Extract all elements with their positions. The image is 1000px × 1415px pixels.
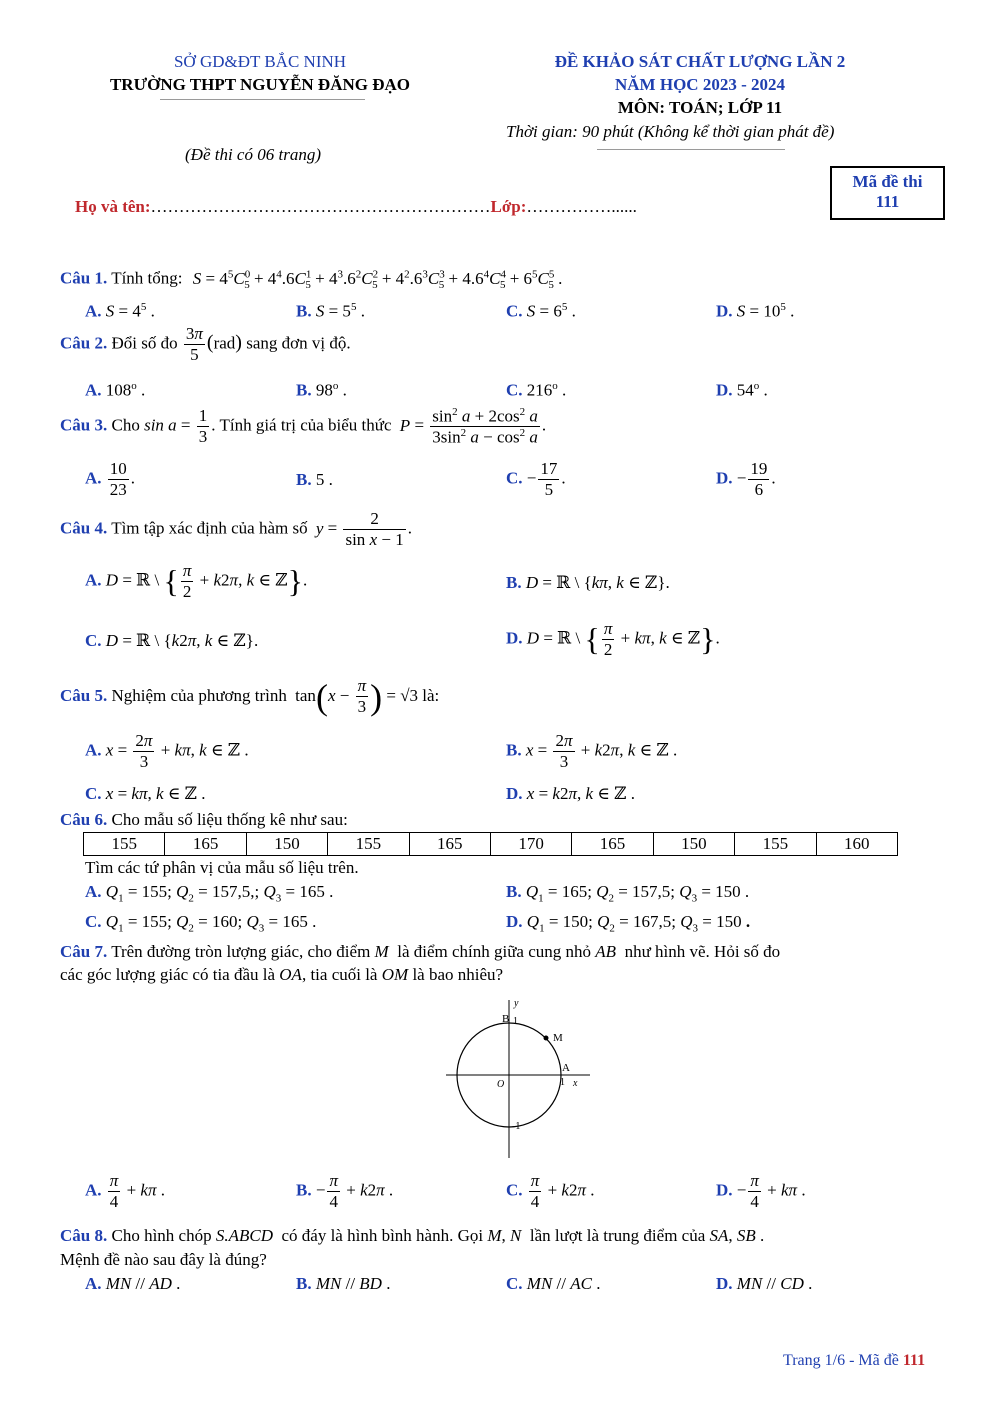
question-2-option-b[interactable]: B. 98$^o$ . (296, 380, 347, 400)
question-5-label: Câu 5. (60, 685, 108, 705)
question-2-option-a[interactable]: A. 108$^o$ . (85, 380, 146, 400)
question-8-line-2: Mệnh đề nào sau đây là đúng? (60, 1250, 267, 1269)
question-7: Câu 7. Trên đường tròn lượng giác, cho điểm M là điểm chính giữa cung nhỏ AB như hình vẽ. Hỏi số đo (60, 942, 781, 961)
question-3-option-d[interactable]: D. − $\frac{19}{6}$ . (716, 459, 776, 499)
table-cell: 165 (409, 833, 490, 856)
time-underline (597, 149, 785, 150)
label-x: x (573, 1078, 578, 1089)
table-cell: 170 (490, 833, 571, 856)
table-cell: 155 (328, 833, 409, 856)
exam-code-value: 111 (875, 192, 900, 211)
question-6: Câu 6. Cho mẫu số liệu thống kê như sau: (60, 810, 348, 829)
question-1-label: Câu 1. (60, 268, 108, 288)
question-2: Câu 2. Đổi số đo $\frac{3\pi}{5}$ (rad) sang đơn vị độ. (60, 324, 351, 364)
question-8-option-a[interactable]: A. MN // AD . (85, 1274, 181, 1293)
question-3-label: Câu 3. (60, 415, 108, 435)
question-3-option-b[interactable]: B. 5 . (296, 470, 333, 489)
table-cell: 165 (572, 833, 653, 856)
question-4-option-b[interactable]: B. D = ℝ \ {kπ, k ∈ ℤ}. (506, 573, 670, 592)
question-4-option-a[interactable]: A. D = ℝ \ { $\frac{\pi}{2}$ + k2π, k ∈ ℤ}. (85, 561, 308, 601)
question-8-option-c[interactable]: C. MN // AC . (506, 1274, 601, 1293)
label-b: B (502, 1013, 510, 1025)
question-1-option-c[interactable]: C. $S = 6^5$ . (506, 301, 576, 321)
exam-code-label: Mã đề thi (852, 172, 923, 191)
question-1-text: Tính tổng: (111, 268, 183, 288)
name-dots[interactable]: …………………………………………………… (150, 197, 491, 216)
exam-title: ĐỀ KHẢO SÁT CHẤT LƯỢNG LẦN 2 (554, 52, 846, 71)
table-cell: 155 (84, 833, 165, 856)
question-5-option-c[interactable]: C. x = kπ, k ∈ ℤ . (85, 784, 206, 803)
question-3: Câu 3. Cho sin a = $\frac{1}{3}$ . Tính giá trị của biểu thức P = $\frac{\sin^2 a + 2\cos^2 a}{3\sin^2 a - \cos^2 a}$ . (60, 406, 547, 447)
question-1-formula: $S = 4^5C^0_5 + 4^4.6C^1_5 + 4^3.6^2C^2_5 + 4^2.6^3C^3_5 + 4.6^4C^4_5 + 6^5C^5_5$ . (192, 268, 563, 292)
dept-name: SỞ GD&ĐT BẮC NINH (173, 52, 347, 71)
school-year: NĂM HỌC 2023 - 2024 (615, 75, 785, 94)
question-3-option-c[interactable]: C. − $\frac{17}{5}$ . (506, 459, 566, 499)
question-2-option-c[interactable]: C. 216$^o$ . (506, 380, 567, 400)
label-one-top: 1 (513, 1016, 518, 1027)
unit-circle-figure (440, 990, 600, 1160)
question-7-option-b[interactable]: B. − $\frac{\pi}{4}$ + k2π . (296, 1171, 394, 1211)
label-m: M (553, 1032, 563, 1044)
point-m (544, 1036, 549, 1041)
name-label: Họ và tên: (75, 197, 151, 216)
question-6-option-a[interactable]: A. $Q_1 = 155$; $Q_2 = 157,5$,; $Q_3 = 165$ . (85, 882, 334, 905)
page-footer: Trang 1/6 - Mã đề 111 (783, 1352, 926, 1369)
question-7-option-a[interactable]: A. $\frac{\pi}{4}$ + kπ . (85, 1171, 165, 1211)
question-2-label: Câu 2. (60, 333, 108, 353)
question-6-option-c[interactable]: C. $Q_1 = 155$; $Q_2 = 160$; $Q_3 = 165$ . (85, 912, 317, 935)
question-7-option-c[interactable]: C. $\frac{\pi}{4}$ + k2π . (506, 1171, 595, 1211)
question-1-option-b[interactable]: B. $S = 5^5$ . (296, 301, 365, 321)
label-minus-one: -1 (512, 1121, 521, 1132)
name-line (75, 197, 637, 217)
question-8-label: Câu 8. (60, 1226, 108, 1245)
question-5: Câu 5. Nghiệm của phương trình tan(x − $\frac{\pi}{3}$ ) = √3 là: (60, 676, 440, 717)
school-underline (160, 99, 365, 100)
question-8-option-b[interactable]: B. MN // BD . (296, 1274, 391, 1293)
question-4: Câu 4. Tìm tập xác định của hàm số y = $\frac{2}{\text{sin x − 1}}$ . (60, 509, 412, 549)
question-2-option-d[interactable]: D. 54$^o$ . (716, 380, 768, 400)
question-6-label: Câu 6. (60, 810, 108, 829)
label-o: O (497, 1079, 505, 1090)
footer-code: 111 (902, 1352, 926, 1369)
table-cell: 165 (165, 833, 246, 856)
exam-time: Thời gian: 90 phút (Không kể thời gian phát đề) (506, 122, 835, 141)
question-5-option-a[interactable]: A. x = $\frac{2\pi}{3}$ + kπ, k ∈ ℤ . (85, 731, 249, 771)
question-1 (60, 268, 562, 291)
question-8-option-d[interactable]: D. MN // CD . (716, 1274, 813, 1293)
table-cell: 160 (816, 833, 897, 856)
table-row (84, 833, 898, 856)
question-7-label: Câu 7. (60, 942, 108, 961)
school-name: TRƯỜNG THPT NGUYỄN ĐĂNG ĐẠO (109, 75, 411, 94)
label-y: y (514, 998, 519, 1009)
question-8: Câu 8. Cho hình chóp S.ABCD có đáy là hình bình hành. Gọi M, N lần lượt là trung điểm của SA, SB . (60, 1226, 765, 1245)
class-label: Lớp: (490, 197, 527, 216)
pages-note: (Đề thi có 06 trang) (185, 145, 321, 164)
question-7-option-d[interactable]: D. − $\frac{\pi}{4}$ + kπ . (716, 1171, 806, 1211)
question-6-option-d[interactable]: D. $Q_1 = 150$; $Q_2 = 167,5$; $Q_3 = 150$ . (506, 912, 751, 935)
class-dots[interactable]: ……………...... (526, 197, 637, 216)
subject: MÔN: TOÁN; LỚP 11 (617, 98, 783, 117)
question-1-option-a[interactable]: A. $S = 4^5$ . (85, 301, 155, 321)
data-table (83, 832, 898, 856)
question-4-option-c[interactable]: C. D = ℝ \ {k2π, k ∈ ℤ}. (85, 631, 259, 650)
question-6-option-b[interactable]: B. $Q_1 = 165$; $Q_2 = 157,5$; $Q_3 = 150$ . (506, 882, 750, 905)
question-1-option-d[interactable]: D. $S = 10^5$ . (716, 301, 795, 321)
question-6-prompt: Tìm các tứ phân vị của mẫu số liệu trên. (85, 858, 359, 877)
label-a: A (562, 1062, 570, 1074)
table-cell: 150 (246, 833, 327, 856)
label-one-right: 1 (560, 1077, 565, 1088)
table-cell: 155 (735, 833, 816, 856)
table-cell: 150 (653, 833, 734, 856)
question-3-option-a[interactable]: A. $\frac{10}{23}$ . (85, 459, 136, 499)
question-5-option-d[interactable]: D. x = k2π, k ∈ ℤ . (506, 784, 636, 803)
question-4-option-d[interactable]: D. D = ℝ \ { $\frac{\pi}{2}$ + kπ, k ∈ ℤ}. (506, 619, 720, 659)
question-5-option-b[interactable]: B. x = $\frac{2\pi}{3}$ + k2π, k ∈ ℤ . (506, 731, 678, 771)
question-7-line-2: các góc lượng giác có tia đầu là OA, tia cuối là OM là bao nhiêu? (60, 965, 504, 984)
exam-code-box (830, 166, 945, 220)
question-4-label: Câu 4. (60, 518, 108, 538)
